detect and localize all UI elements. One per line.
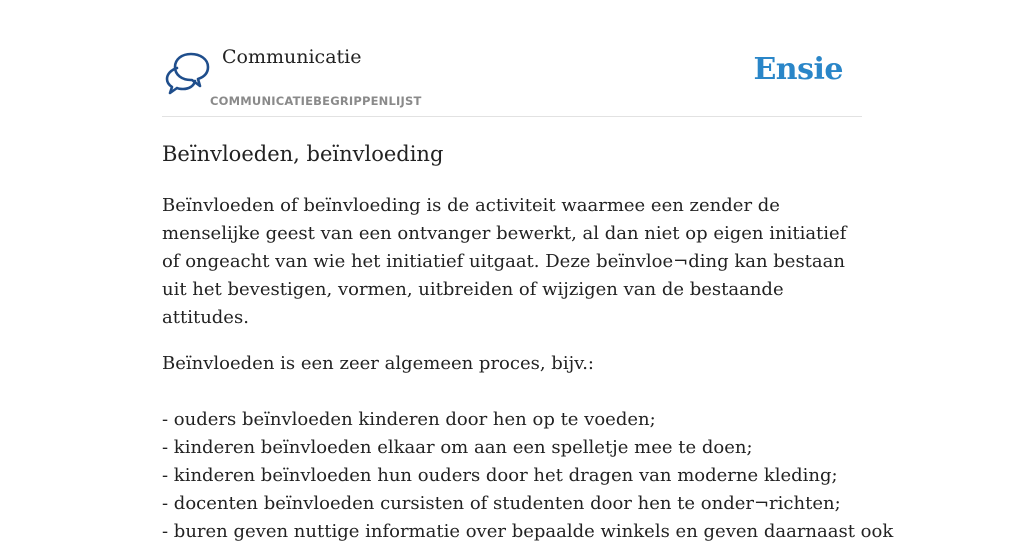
speech-bubbles-icon[interactable] [164, 48, 210, 94]
list-item: - ouders beïnvloeden kinderen door hen op te voeden; [162, 409, 656, 430]
article-content [162, 138, 894, 546]
list-item: - kinderen beïnvloeden hun ouders door het dragen van moderne kleding; [162, 465, 838, 486]
brand-logo-link[interactable]: Ensie [753, 52, 843, 87]
site-subtitle[interactable]: COMMUNICATIEBEGRIPPENLIJST [210, 94, 422, 108]
list-item: - buren geven nuttige informatie over bepaalde winkels en geven daarnaast ook [162, 521, 894, 542]
list-item: - docenten beïnvloeden cursisten of studenten door hen te onder¬richten; [162, 493, 841, 514]
site-header [162, 0, 862, 117]
site-title[interactable]: Communicatie [222, 46, 362, 68]
example-list [162, 406, 894, 546]
list-item: - kinderen beïnvloeden elkaar om aan een spelletje mee te doen; [162, 437, 753, 458]
article-paragraph-1: Beïnvloeden of beïnvloeding is de activiteit waarmee een zender de menselijke geest van een ontvanger bewerkt, al dan niet op eigen initiatief of ongeacht van wie het initiatief uitgaat. Deze beïnvloe¬ding kan bestaan uit het bevestigen, vormen, uitbreiden of wijzigen van de bestaande attitudes. [162, 195, 847, 328]
article-paragraph-2: Beïnvloeden is een zeer algemeen proces, bijv.: [162, 353, 594, 374]
article-heading: Beïnvloeden, beïnvloeding [162, 142, 444, 166]
